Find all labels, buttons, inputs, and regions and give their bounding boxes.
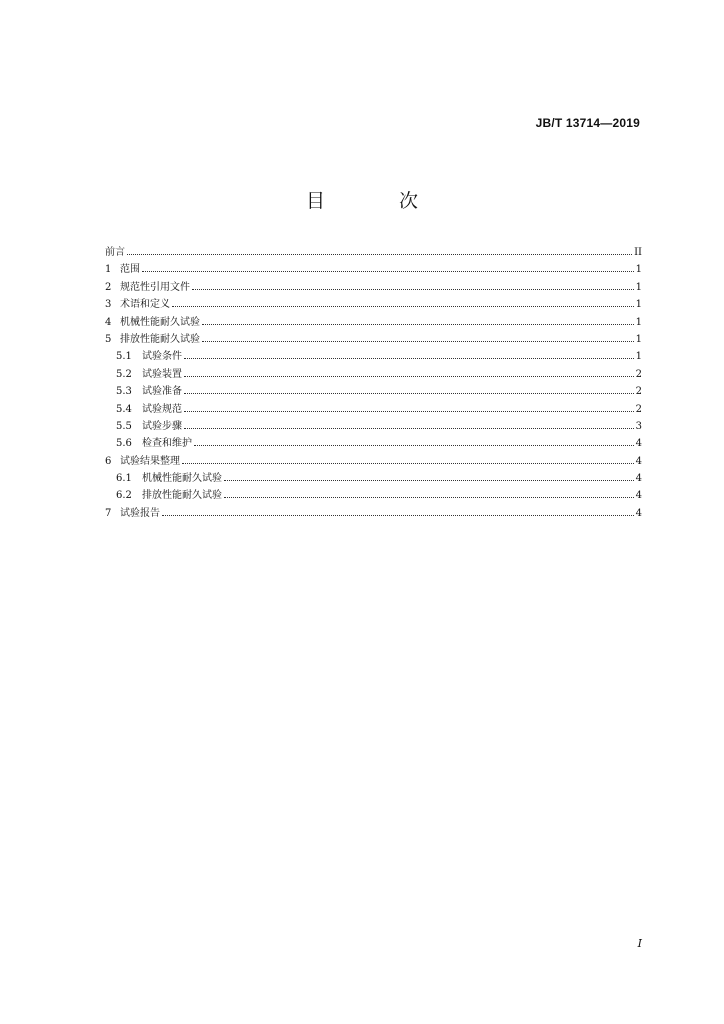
toc-entry-label: 试验装置 (142, 368, 182, 380)
dot-leader (162, 514, 634, 516)
dot-leader (184, 392, 634, 394)
toc-entry-page: 2 (635, 403, 642, 415)
toc-entry[interactable] (105, 331, 642, 348)
toc-entry-number: 5.3 (116, 386, 132, 398)
toc-entry-number: 5.2 (116, 368, 132, 380)
toc-entry-page: 1 (635, 281, 642, 293)
toc-entry-page: 4 (635, 490, 642, 502)
dot-leader (192, 288, 634, 290)
toc-entry-number: 5.5 (116, 420, 132, 432)
toc-entry-number: 5 (105, 333, 112, 345)
toc-entry-page: 4 (635, 473, 642, 485)
toc-entry-page: 2 (635, 386, 642, 398)
dot-leader (182, 462, 634, 464)
toc-entry-number: 5.1 (116, 351, 132, 363)
toc-entry-page: 4 (635, 455, 642, 467)
dot-leader (142, 270, 634, 272)
dot-leader (202, 323, 634, 325)
toc-entry-page: 4 (635, 438, 642, 450)
toc-entry[interactable] (105, 435, 642, 452)
dot-leader (224, 479, 634, 481)
toc-entry[interactable] (105, 244, 642, 261)
toc-entry-number: 4 (105, 316, 112, 328)
toc-entry-number: 5.6 (116, 438, 132, 450)
toc-entry-number: 3 (105, 299, 112, 311)
toc-entry-page: 2 (635, 368, 642, 380)
toc-entry-label: 试验报告 (120, 507, 160, 519)
toc-entry[interactable] (105, 505, 642, 522)
toc-entry-page: 1 (635, 316, 642, 328)
toc-entry-number: 6.1 (116, 473, 132, 485)
toc-entry[interactable] (105, 366, 642, 383)
toc-entry-label: 试验条件 (142, 351, 182, 363)
page-number: I (637, 937, 642, 950)
toc-entry[interactable] (105, 470, 642, 487)
toc-entry[interactable] (105, 383, 642, 400)
toc-entry-number: 6.2 (116, 490, 132, 502)
toc-entry[interactable] (105, 296, 642, 313)
toc-entry-label: 检查和维护 (142, 438, 192, 450)
standard-code: JB/T 13714—2019 (535, 116, 640, 130)
toc-entry-label: 范围 (120, 264, 140, 276)
toc-entry-label: 机械性能耐久试验 (142, 473, 222, 485)
dot-leader (127, 253, 632, 255)
toc-entry-page: 4 (635, 507, 642, 519)
dot-leader (172, 305, 634, 307)
toc-entry-page: 3 (635, 420, 642, 432)
dot-leader (224, 496, 634, 498)
dot-leader (184, 375, 634, 377)
toc-entry[interactable] (105, 314, 642, 331)
toc-entry[interactable] (105, 261, 642, 278)
toc-entry-number: 1 (105, 264, 112, 276)
toc-entry-label: 排放性能耐久试验 (120, 333, 200, 345)
dot-leader (184, 357, 634, 359)
toc-entry-label: 术语和定义 (120, 299, 170, 311)
toc-entry-page: 1 (635, 351, 642, 363)
toc-entry-page: 1 (635, 264, 642, 276)
toc-entry-number: 2 (105, 281, 112, 293)
toc-entry-number: 5.4 (116, 403, 132, 415)
dot-leader (184, 427, 634, 429)
toc-entry-number: 7 (105, 507, 112, 519)
toc-entry[interactable] (105, 418, 642, 435)
toc-entry-page: 1 (635, 333, 642, 345)
toc-entry-label: 排放性能耐久试验 (142, 490, 222, 502)
page-title: 目 次 (305, 190, 453, 212)
toc-entry[interactable] (105, 348, 642, 365)
dot-leader (184, 410, 634, 412)
toc-entry-label: 机械性能耐久试验 (120, 316, 200, 328)
toc-entry-label: 前言 (105, 247, 125, 258)
dot-leader (202, 340, 634, 342)
toc-entry-label: 试验准备 (142, 386, 182, 398)
toc-entry[interactable] (105, 279, 642, 296)
toc-entry-label: 试验步骤 (142, 420, 182, 432)
toc-entry-label: 试验结果整理 (120, 455, 180, 467)
toc-entry[interactable] (105, 401, 642, 418)
toc-entry-page: II (634, 247, 642, 258)
table-of-contents (105, 244, 642, 522)
toc-entry-label: 规范性引用文件 (120, 281, 190, 293)
toc-entry-number: 6 (105, 455, 112, 467)
toc-entry[interactable] (105, 453, 642, 470)
dot-leader (194, 444, 634, 446)
toc-entry[interactable] (105, 487, 642, 504)
toc-entry-page: 1 (635, 299, 642, 311)
toc-entry-label: 试验规范 (142, 403, 182, 415)
